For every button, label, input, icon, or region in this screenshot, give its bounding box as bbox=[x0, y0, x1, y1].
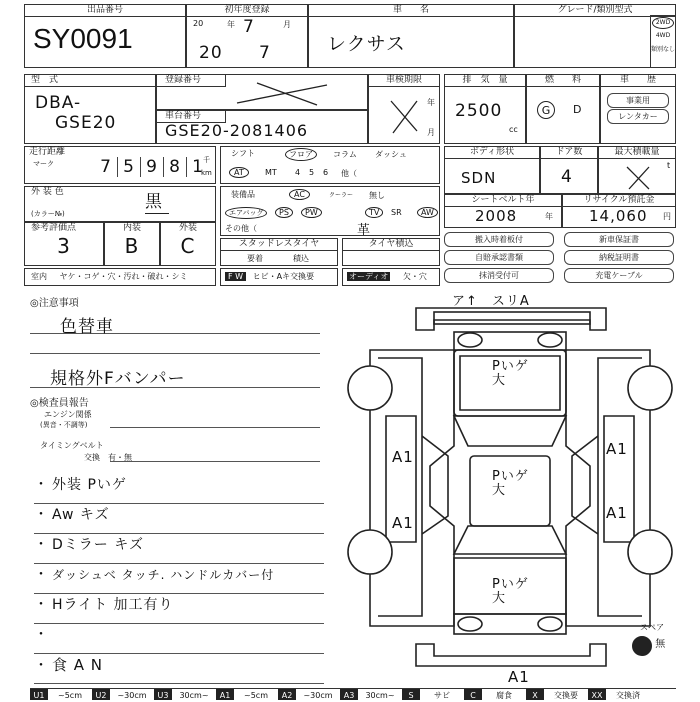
recycle-label: リサイクル預託金 bbox=[563, 195, 675, 207]
shift-at: AT bbox=[229, 167, 249, 178]
ext-label: 外装 bbox=[178, 223, 197, 233]
load-cross bbox=[625, 165, 651, 191]
model-line2: GSE20 bbox=[55, 113, 117, 133]
int-label: 内装 bbox=[122, 223, 141, 233]
doc-warranty: 新車保証書 bbox=[564, 232, 674, 247]
inspector-item: ・ ダッシュベ タッチ. ハンドルカバー付 bbox=[34, 564, 324, 594]
legend-code: U3 bbox=[154, 689, 172, 700]
doors-cell bbox=[540, 146, 598, 194]
inspector-item-text: Hライト 加工有り bbox=[52, 597, 174, 613]
legend-desc: 交換済 bbox=[616, 691, 640, 700]
mileage-digit: 7 bbox=[95, 157, 118, 177]
mileage-digits bbox=[95, 157, 209, 177]
int-score: B bbox=[124, 234, 140, 258]
shift-6: 6 bbox=[323, 168, 329, 177]
belt-label: シートベルト年 bbox=[445, 195, 561, 207]
mileage-sub: マーク bbox=[33, 160, 54, 168]
inspector-item-text bbox=[48, 627, 52, 643]
inspect-label: 車検期限 bbox=[369, 75, 439, 87]
equip-ac: AC bbox=[289, 189, 310, 200]
wheel-front-left bbox=[348, 366, 392, 410]
drive-cell bbox=[650, 15, 676, 68]
legend-code: U2 bbox=[92, 689, 110, 700]
interior-opts: ヤケ・コゲ・穴・汚れ・破れ・シミ bbox=[59, 272, 188, 281]
mileage-digit: 8 bbox=[164, 157, 187, 177]
color-dash bbox=[145, 213, 169, 214]
color-cell bbox=[24, 186, 216, 222]
diagram-left-a1-bot: A1 bbox=[392, 514, 414, 532]
disp-cell bbox=[444, 74, 526, 144]
first-reg-cell bbox=[186, 4, 308, 68]
reg-month-hw: 7 bbox=[243, 17, 255, 37]
type-none: 類別なし bbox=[651, 46, 676, 53]
regno-cell bbox=[156, 74, 368, 110]
body-cell bbox=[444, 146, 540, 194]
equip-cell bbox=[220, 186, 440, 236]
equip-tv: TV bbox=[365, 207, 383, 218]
notes-line2: 規格外Fバンパー bbox=[30, 364, 320, 388]
history-rental: レンタカー bbox=[607, 109, 669, 124]
shift-other: 他（ bbox=[341, 169, 357, 178]
belt-value: 2008 bbox=[475, 207, 518, 225]
engine-label: エンジン関係 bbox=[44, 410, 92, 419]
belt-unit: 年 bbox=[545, 212, 553, 221]
notes-blank-line bbox=[30, 342, 320, 354]
chassis-cell bbox=[156, 110, 368, 144]
history-label: 車 歴 bbox=[601, 75, 675, 87]
doc-tax: 納税証明書 bbox=[564, 250, 674, 265]
legend-code: A1 bbox=[216, 689, 234, 700]
car-name-label: 車 名 bbox=[309, 5, 513, 17]
fw-label: F W bbox=[225, 272, 246, 281]
shift-cell bbox=[220, 146, 440, 184]
equip-sr: SR bbox=[391, 208, 402, 217]
fuel-d: D bbox=[573, 103, 582, 116]
belt-cell bbox=[444, 194, 562, 228]
diagram-trunk-note: Pいゲ 大 bbox=[492, 577, 529, 606]
inspector-item-text: ダッシュベ タッチ. ハンドルカバー付 bbox=[52, 568, 275, 582]
recycle-value: 14,060 bbox=[589, 207, 648, 225]
regno-cross bbox=[227, 79, 337, 107]
lot-label: 出品番号 bbox=[25, 5, 185, 17]
history-cell bbox=[600, 74, 676, 144]
doc-arrival: 搬入時着板付 bbox=[444, 232, 554, 247]
legend-code: A2 bbox=[278, 689, 296, 700]
disp-label: 排 気 量 bbox=[445, 75, 525, 87]
load-unit: t bbox=[667, 161, 671, 170]
score-value: 3 bbox=[57, 234, 71, 258]
studless-opt2: 積込 bbox=[293, 254, 309, 263]
grade-label: グレード/類別型式 bbox=[515, 5, 675, 17]
spare-label: スペア bbox=[640, 623, 664, 632]
inspector-title: ◎検査員報告 bbox=[30, 398, 89, 409]
history-business: 事業用 bbox=[607, 93, 669, 108]
studless-cell bbox=[220, 238, 338, 266]
doc-liability: 自賠承認書類 bbox=[444, 250, 554, 265]
equip-airbag: エアバッグ bbox=[225, 207, 267, 219]
mileage-label: 走行距離 bbox=[29, 147, 66, 157]
chassis-label: 車台番号 bbox=[157, 111, 226, 123]
inspector-items bbox=[34, 474, 324, 684]
mileage-unit-top: 千 bbox=[203, 156, 210, 164]
reg-year-hw: 20 bbox=[199, 43, 223, 63]
load-label: 最大積載量 bbox=[599, 147, 675, 159]
color-label: 外 装 色 bbox=[31, 187, 64, 197]
legend-code: XX bbox=[588, 689, 606, 700]
shift-column: コラム bbox=[333, 150, 357, 159]
studless-opt1: 要着 bbox=[247, 254, 263, 263]
int-score-cell bbox=[104, 222, 160, 266]
audio-label: オーディオ bbox=[349, 272, 389, 281]
legend-code: A3 bbox=[340, 689, 358, 700]
load-cell bbox=[598, 146, 676, 194]
diagram-left-a1-top: A1 bbox=[392, 448, 414, 466]
model-cell bbox=[24, 74, 156, 144]
legend-desc: 腐食 bbox=[496, 691, 512, 700]
notes-title: ◎注意事項 bbox=[30, 298, 79, 309]
mileage-cell bbox=[24, 146, 216, 184]
inspector-item: ・ Dミラー キズ bbox=[34, 534, 324, 564]
shift-5: 5 bbox=[309, 168, 315, 177]
diagram-right-a1-bot: A1 bbox=[606, 504, 628, 522]
mileage-digit: 1 bbox=[192, 157, 204, 177]
score-label: 参考評価点 bbox=[31, 223, 77, 233]
legend-desc: ~5cm bbox=[58, 691, 82, 700]
equip-other: その他（ bbox=[225, 224, 257, 233]
diagram-roof-note: Pいゲ 大 bbox=[492, 469, 529, 498]
diagram-hood-note: Pいゲ 大 bbox=[492, 359, 529, 388]
legend-desc: サビ bbox=[434, 691, 450, 700]
timing-opts: 交換 有・無 bbox=[84, 453, 132, 462]
timing-label: タイミングベルト bbox=[40, 441, 104, 450]
inspector-item: ・ 食 A N bbox=[34, 654, 324, 684]
inspect-year: 年 bbox=[427, 98, 435, 107]
reg-month2-hw: 7 bbox=[259, 43, 271, 63]
inspect-cross bbox=[389, 97, 419, 135]
legend-desc: 30cm~ bbox=[179, 691, 209, 700]
ext-score-cell bbox=[160, 222, 216, 266]
doors-value: 4 bbox=[561, 167, 573, 187]
legend-code: X bbox=[526, 689, 544, 700]
reg-month-label: 月 bbox=[283, 20, 291, 29]
recycle-unit: 円 bbox=[663, 212, 671, 221]
lot-number: SY0091 bbox=[33, 23, 133, 54]
legend-code: U1 bbox=[30, 689, 48, 700]
audio-cell bbox=[342, 268, 440, 286]
tire-cell bbox=[342, 238, 440, 266]
regno-label: 登録番号 bbox=[157, 75, 226, 87]
model-label: 型 式 bbox=[25, 75, 155, 87]
diagram-bottom-a1: A1 bbox=[508, 668, 530, 686]
legend-desc: ~30cm bbox=[303, 691, 333, 700]
mileage-digit: 5 bbox=[118, 157, 141, 177]
mileage-unit: km bbox=[201, 169, 212, 177]
color-value: 黒 bbox=[145, 192, 163, 212]
fw-opts: ヒビ・Aキ交換要 bbox=[252, 272, 315, 281]
shift-label: シフト bbox=[231, 149, 255, 158]
wheel-front-right bbox=[628, 366, 672, 410]
inspector-item-text: 外装 Pいゲ bbox=[52, 477, 127, 493]
legend-desc: 交換要 bbox=[554, 691, 578, 700]
score-cell bbox=[24, 222, 104, 266]
inspector-item: ・ Aw キズ bbox=[34, 504, 324, 534]
fw-cell bbox=[220, 268, 338, 286]
inspector-item-text: Aw キズ bbox=[52, 507, 110, 523]
chassis-value: GSE20-2081406 bbox=[165, 121, 309, 140]
drive-4wd: 4WD bbox=[655, 32, 671, 39]
equip-label: 装備品 bbox=[231, 190, 255, 199]
doors-label: ドア数 bbox=[541, 147, 597, 159]
body-value: SDN bbox=[461, 169, 497, 187]
timing-line bbox=[110, 454, 320, 462]
shift-4: 4 bbox=[295, 168, 301, 177]
damage-legend bbox=[30, 688, 676, 700]
lot-cell bbox=[24, 4, 186, 68]
interior-label: 室内 bbox=[31, 272, 47, 281]
interior-cell bbox=[24, 268, 216, 286]
fuel-cell bbox=[526, 74, 600, 144]
equip-cooler: クーラー bbox=[329, 192, 354, 199]
front-bumper-inner bbox=[434, 312, 590, 324]
equip-other-hw: 革 bbox=[357, 223, 371, 238]
spare-tire-icon bbox=[632, 636, 652, 656]
equip-aw: AW bbox=[417, 207, 438, 218]
wheel-rear-left bbox=[348, 530, 392, 574]
doc-cable: 充電ケーブル bbox=[564, 268, 674, 283]
first-reg-label: 初年度登録 bbox=[187, 5, 307, 17]
reg-era: 20 bbox=[193, 19, 204, 28]
shift-mt: MT bbox=[265, 168, 277, 177]
legend-desc: 30cm~ bbox=[365, 691, 395, 700]
drive-2wd: 2WD bbox=[652, 17, 674, 29]
rear-bumper bbox=[416, 644, 606, 666]
equip-none: 無し bbox=[369, 191, 385, 200]
disp-unit: cc bbox=[509, 125, 518, 134]
legend-desc: ~5cm bbox=[244, 691, 268, 700]
diagram-right-a1-top: A1 bbox=[606, 440, 628, 458]
shift-dash: ダッシュ bbox=[375, 150, 407, 159]
spare-box bbox=[632, 636, 680, 664]
shift-floor: フロア bbox=[285, 148, 317, 161]
inspector-item-text: 食 A N bbox=[52, 656, 104, 674]
inspect-cell bbox=[368, 74, 440, 144]
equip-pw: PW bbox=[301, 207, 322, 218]
model-line1: DBA- bbox=[35, 93, 82, 113]
diagram-top-note: ア↑ スリA bbox=[452, 294, 530, 309]
audio-opts: 欠・穴 bbox=[402, 272, 427, 281]
doc-cancel: 抹消受付可 bbox=[444, 268, 554, 283]
fuel-g: G bbox=[537, 101, 555, 119]
legend-code: S bbox=[402, 689, 420, 700]
spare-none: 無 bbox=[655, 639, 666, 650]
tire-label: タイヤ積込 bbox=[343, 239, 439, 251]
studless-label: スタッドレスタイヤ bbox=[221, 239, 337, 251]
car-name-cell bbox=[308, 4, 514, 68]
body-label: ボディ形状 bbox=[445, 147, 539, 159]
docs-group bbox=[444, 230, 676, 286]
fuel-label: 燃 料 bbox=[527, 75, 599, 87]
equip-ps: PS bbox=[275, 207, 293, 218]
recycle-cell bbox=[562, 194, 676, 228]
disp-value: 2500 bbox=[455, 101, 503, 121]
legend-code: C bbox=[464, 689, 482, 700]
engine-sub: (異音・不調等) bbox=[40, 421, 88, 429]
notes-line1: 色替車 bbox=[30, 312, 320, 334]
wheel-rear-right bbox=[628, 530, 672, 574]
inspector-item-text: Dミラー キズ bbox=[52, 537, 144, 553]
mileage-digit: 9 bbox=[141, 157, 164, 177]
inspector-item: ・ bbox=[34, 624, 324, 654]
reg-year-label: 年 bbox=[227, 20, 235, 29]
inspect-month: 月 bbox=[427, 128, 435, 137]
car-name-value: レクサス bbox=[327, 33, 406, 55]
inspector-item: ・ Hライト 加工有り bbox=[34, 594, 324, 624]
legend-desc: ~30cm bbox=[117, 691, 147, 700]
color-code: (カラー№) bbox=[31, 210, 65, 218]
ext-score: C bbox=[180, 234, 196, 258]
engine-line bbox=[110, 416, 320, 428]
inspector-item: ・ 外装 Pいゲ bbox=[34, 474, 324, 504]
